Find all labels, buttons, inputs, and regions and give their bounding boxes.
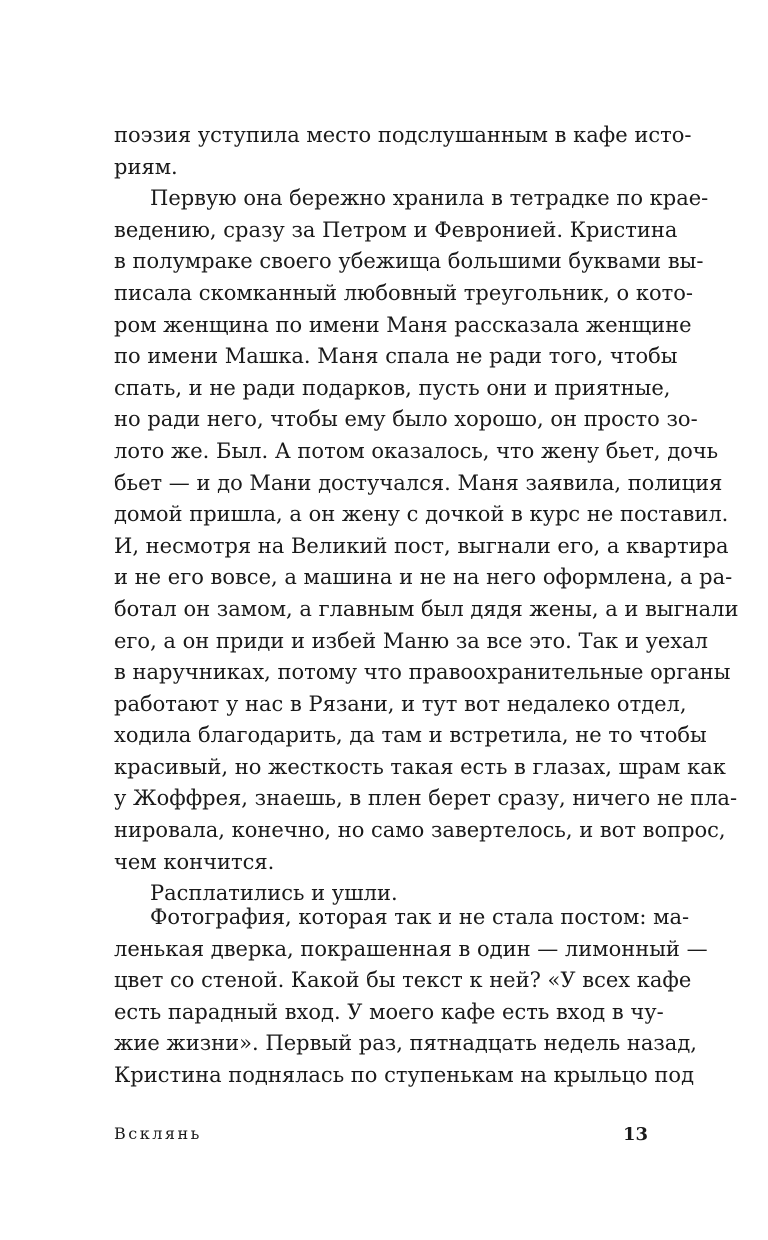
- text-line: ходила благодарить, да там и встретила, не то чтобы: [114, 723, 707, 748]
- page-number: 13: [622, 1124, 648, 1145]
- text-line: по имени Машка. Маня спала не ради того, чтобы: [114, 344, 678, 369]
- running-title: Всклянь: [114, 1124, 202, 1143]
- paragraph: [114, 902, 708, 1092]
- text-line: Расплатились и ушли.: [150, 881, 398, 906]
- text-line: спать, и не ради подарков, пусть они и приятные,: [114, 375, 671, 400]
- text-line: ведению, сразу за Петром и Февронией. Кристина: [114, 217, 678, 242]
- text-line: писала скомканный любовный треугольник, о кото-: [114, 280, 693, 305]
- text-line: домой пришла, а он жену с дочкой в курс не поставил.: [114, 502, 729, 527]
- text-line: цвет со стеной. Какой бы текст к ней? «У всех кафе: [114, 968, 692, 993]
- text-line: в полумраке своего убежища большими буквами вы-: [114, 249, 704, 274]
- text-line: чем кончится.: [114, 849, 275, 874]
- text-line: Фотография, которая так и не стала постом: ма-: [150, 905, 690, 929]
- text-line: у Жоффрея, знаешь, в плен берет сразу, ничего не пла-: [114, 786, 738, 811]
- text-line: риям.: [114, 154, 178, 179]
- page-footer: [114, 1124, 648, 1152]
- paragraph: [114, 120, 692, 183]
- paragraph: [114, 183, 739, 878]
- text-line: и не его вовсе, а машина и не на него оформлена, а ра-: [114, 565, 733, 590]
- text-line: есть парадный вход. У моего кафе есть вход в чу-: [114, 999, 664, 1024]
- text-line: ботал он замом, а главным был дядя жены, а и выгнали: [114, 596, 739, 621]
- text-line: нировала, конечно, но само завертелось, и вот вопрос,: [114, 818, 726, 843]
- text-line: ленькая дверка, покрашенная в один — лимонный —: [114, 936, 708, 961]
- text-line: его, а он приди и избей Маню за все это. Так и уехал: [114, 628, 709, 653]
- text-line: поэзия уступила место подслушанным в кафе исто-: [114, 123, 692, 147]
- main-text-after-break: [114, 902, 708, 1092]
- text-line: но ради него, чтобы ему было хорошо, он просто зо-: [114, 407, 698, 432]
- text-line: лото же. Был. А потом оказалось, что жену бьет, дочь: [114, 438, 719, 463]
- text-line: И, несмотря на Великий пост, выгнали его, а квартира: [114, 533, 729, 558]
- text-line: работают у нас в Рязани, и тут вот недалеко отдел,: [114, 691, 687, 716]
- text-line: жие жизни». Первый раз, пятнадцать недель назад,: [114, 1031, 697, 1056]
- main-text: [114, 120, 739, 910]
- text-line: бьет — и до Мани достучался. Маня заявила, полиция: [114, 470, 723, 495]
- text-line: Первую она бережно хранила в тетрадке по крае-: [150, 186, 709, 211]
- text-line: красивый, но жесткость такая есть в глазах, шрам как: [114, 754, 726, 779]
- text-line: в наручниках, потому что правоохранительные органы: [114, 660, 731, 685]
- text-line: Кристина поднялась по ступенькам на крыльцо под: [114, 1062, 695, 1087]
- text-line: ром женщина по имени Маня рассказала женщине: [114, 312, 692, 337]
